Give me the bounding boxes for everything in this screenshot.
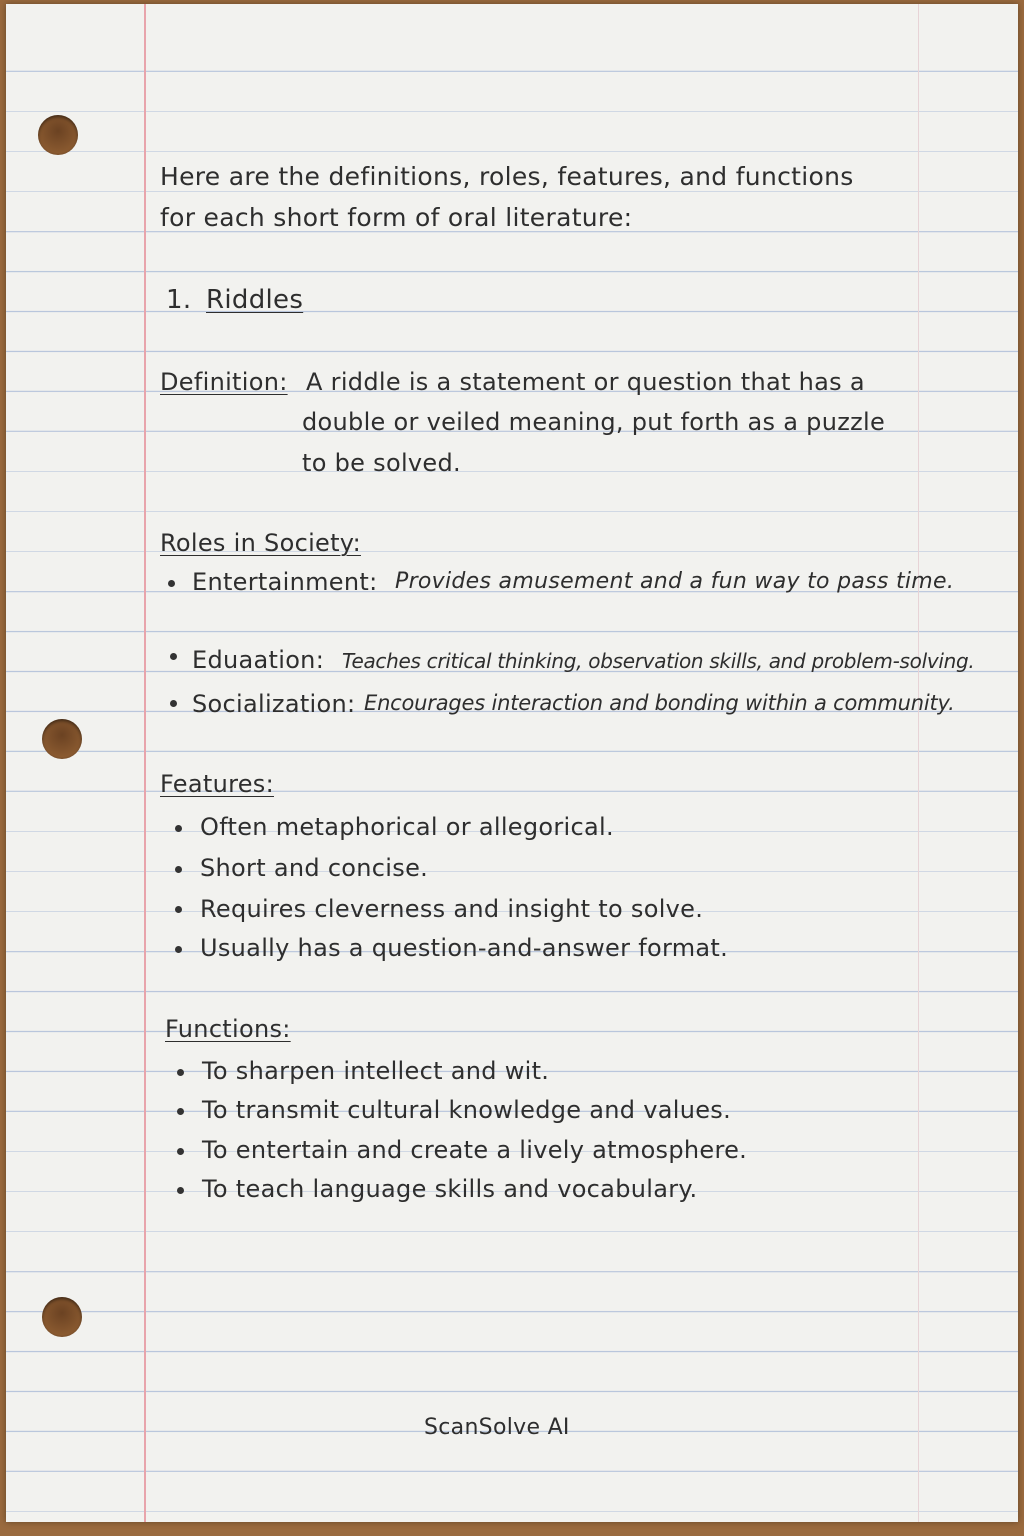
feature-item: Usually has a question-and-answer format. [200, 934, 729, 962]
intro-line-2: for each short form of oral literature: [160, 203, 633, 232]
bullet-icon [175, 946, 182, 953]
definition-line: double or veiled meaning, put forth as a puzzle [302, 408, 886, 436]
function-item: To sharpen intellect and wit. [202, 1057, 550, 1085]
bullet-icon [170, 653, 177, 660]
bullet-icon [175, 906, 182, 913]
role-term: Entertainment: [192, 568, 378, 596]
function-item: To entertain and create a lively atmosphere. [202, 1136, 748, 1164]
function-item: To transmit cultural knowledge and values. [202, 1096, 732, 1124]
role-description: Teaches critical thinking, observation skills, and problem-solving. [342, 649, 975, 673]
bullet-icon [177, 1187, 184, 1194]
bullet-icon [177, 1069, 184, 1076]
feature-item: Often metaphorical or allegorical. [200, 813, 614, 841]
definition-line: A riddle is a statement or question that has a [306, 368, 865, 396]
function-item: To teach language skills and vocabulary. [202, 1175, 698, 1203]
section-title: Riddles [206, 285, 304, 315]
bullet-icon [175, 866, 182, 873]
definition-label: Definition: [160, 368, 288, 396]
binder-hole [38, 115, 78, 155]
footer-brand: ScanSolve AI [424, 1415, 570, 1440]
feature-item: Requires cleverness and insight to solve. [200, 895, 704, 923]
bullet-icon [170, 700, 177, 707]
intro-line-1: Here are the definitions, roles, features, and functions [160, 162, 854, 191]
bullet-icon [177, 1148, 184, 1155]
role-term: Socialization: [192, 690, 356, 718]
functions-heading: Functions: [165, 1015, 291, 1043]
feature-item: Short and concise. [200, 854, 429, 882]
bullet-icon [177, 1108, 184, 1115]
margin-line [144, 4, 146, 1522]
role-description: Provides amusement and a fun way to pass time. [395, 569, 955, 594]
section-number: 1. [166, 285, 192, 315]
role-description: Encourages interaction and bonding within a community. [364, 691, 955, 715]
roles-heading: Roles in Society: [160, 529, 361, 557]
binder-hole [42, 1297, 82, 1337]
binder-hole [42, 719, 82, 759]
bullet-icon [175, 825, 182, 832]
right-margin-line [918, 4, 919, 1522]
role-term: Eduaation: [192, 646, 325, 674]
bullet-icon [168, 580, 175, 587]
definition-line: to be solved. [302, 449, 461, 477]
features-heading: Features: [160, 770, 274, 798]
